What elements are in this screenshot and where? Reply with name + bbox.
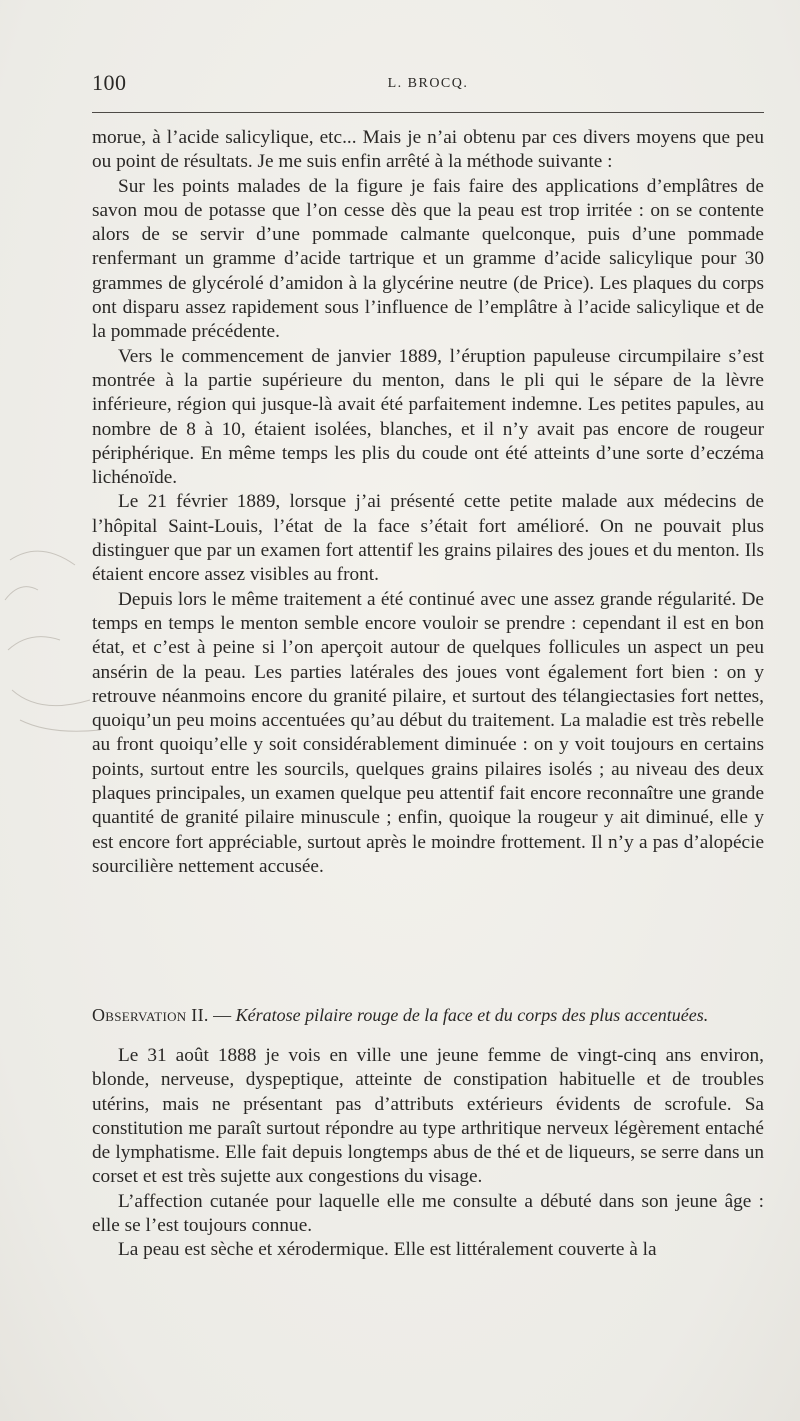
observation-dash: — <box>208 1005 236 1025</box>
body-text-2 <box>92 1044 764 1263</box>
observation-title: Kératose pilaire rouge de la face et du corps des plus accentuées. <box>235 1005 709 1025</box>
running-head: L. BROCQ. <box>387 76 469 91</box>
observation-heading <box>92 1003 764 1027</box>
paragraph: morue, à l’acide salicylique, etc... Mais je n’ai obtenu par ces divers moyens que peu ou point de résultats. Je me suis enfin arrêté à la méthode suivante : <box>92 127 764 173</box>
stamp-bleed-through <box>0 540 110 740</box>
header-rule <box>92 112 764 113</box>
paragraph: L’affection cutanée pour laquelle elle me consulte a débuté dans son jeune âge : elle se l’est toujours connue. <box>92 1190 764 1237</box>
paragraph: La peau est sèche et xérodermique. Elle est littéralement couverte à la <box>118 1239 657 1261</box>
page-header <box>92 70 764 102</box>
observation-label: Observation II. <box>92 1005 209 1025</box>
paragraph: Sur les points malades de la figure je fais faire des applications d’emplâtres de savon mou de potasse que l’on cesse dès que la peau est trop irritée : on se contente alors de se servir d’une pommade calmante quelconque, puis d’une pommade renfermant un gramme d’acide tartrique et un gramme d’acide salicylique pour 30 grammes de glycérolé d’amidon à la glycérine neutre (de Price). Les plaques du corps ont disparu assez rapidement sous l’influence de l’emplâtre à l’acide salicylique et de la pommade précédente. <box>92 175 764 343</box>
body-text <box>92 126 764 879</box>
paragraph: Le 21 février 1889, lorsque j’ai présenté cette petite malade aux médecins de l’hôpital Saint-Louis, l’état de la face s’était fort amélioré. On ne pouvait plus distinguer que par un examen fort attentif les grains pilaires des joues et du menton. Ils étaient encore assez visibles au front. <box>92 491 764 586</box>
page-number: 100 <box>92 70 127 95</box>
paragraph: Le 31 août 1888 je vois en ville une jeune femme de vingt-cinq ans environ, blonde, nerveuse, dyspeptique, atteinte de constipation habituelle et de troubles utérins, mais ne présentant pas d’attributs extérieurs évidents de scrofule. Sa constitution me paraît surtout répondre au type arthritique nerveux légèrement entaché de lymphatisme. Elle fait depuis longtemps abus de thé et de liqueurs, se serre dans un corset et est très sujette aux congestions du visage. <box>92 1045 764 1188</box>
paragraph: Vers le commencement de janvier 1889, l’éruption papuleuse circumpilaire s’est montrée à la partie supérieure du menton, dans le pli qui le sépare de la lèvre inférieure, région qui jusque-là avait été parfaitement indemne. Les petites papules, au nombre de 8 à 10, étaient isolées, blanches, et il n’y avait pas encore de rougeur périphérique. En même temps les plis du coude ont été atteints d’une sorte d’eczéma lichénoïde. <box>92 345 764 489</box>
paragraph: Depuis lors le même traitement a été continué avec une assez grande régularité. De temps en temps le menton semble encore vouloir se prendre : cependant il est en bon état, et c’est à peine si l’on aperçoit autour de quelques follicules un aspect un peu ansérin de la peau. Les parties latérales des joues vont également fort bien : on y retrouve néanmoins encore du granité pilaire, et surtout des télangiectasies fort nettes, quoiqu’un peu moins accentuées qu’au début du traitement. La maladie est très rebelle au front quoiqu’elle y soit considérablement diminuée : on y voit toujours en certains points, surtout entre les sourcils, quelques grains pilaires isolés ; au niveau des deux plaques principales, un examen quelque peu attentif fait encore reconnaître une grande quantité de granité pilaire minuscule ; enfin, quoique la rougeur y ait diminué, elle y est encore fort appréciable, surtout après le moindre frottement. Il n’y a pas d’alopécie sourcilière nettement accusée. <box>92 588 764 877</box>
